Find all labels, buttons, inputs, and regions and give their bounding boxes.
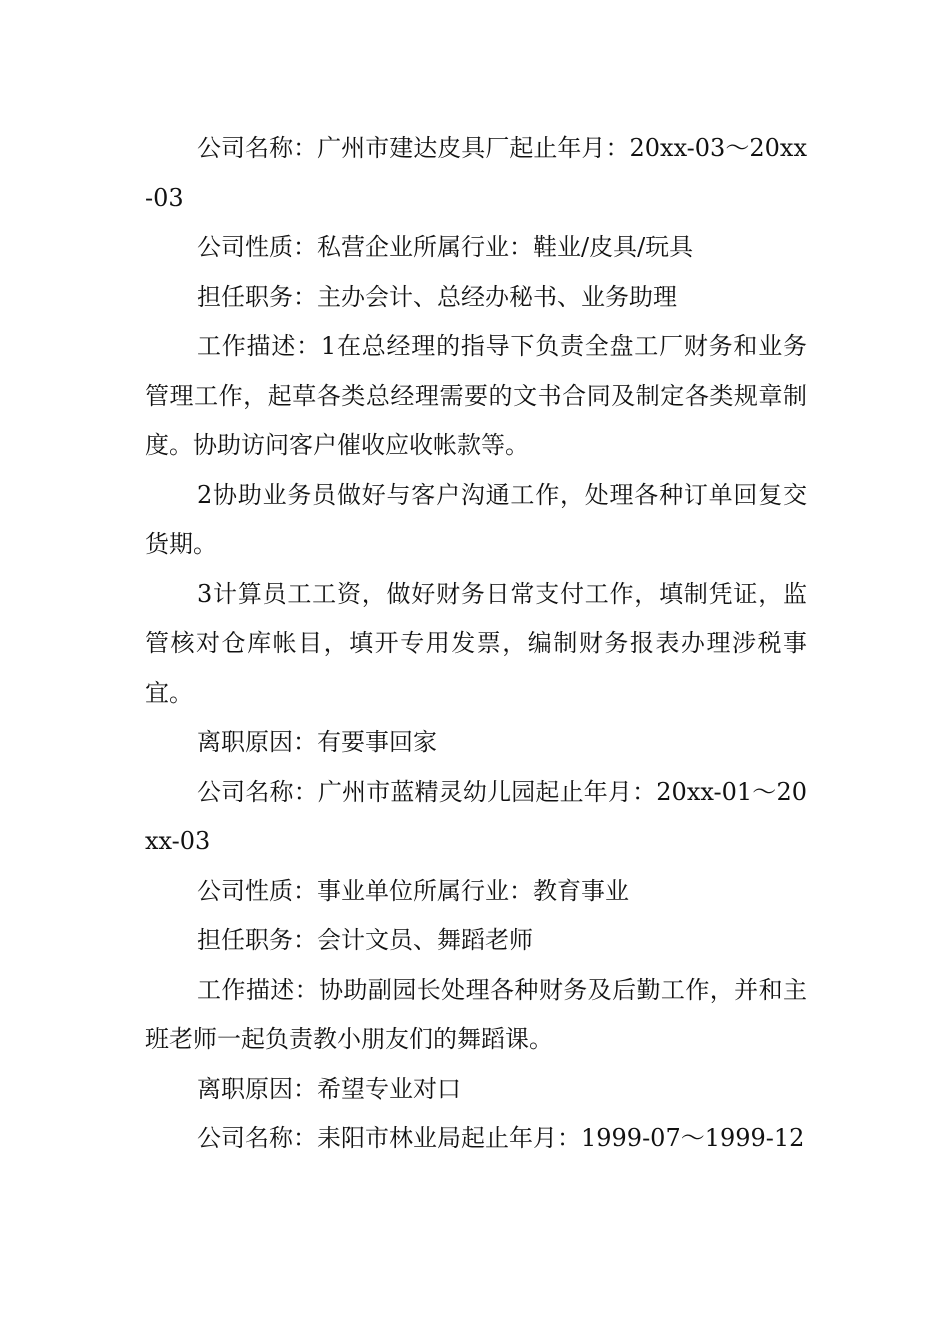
company-nature-1: 公司性质：私营企业所属行业：鞋业/皮具/玩具	[197, 233, 694, 261]
company-name-3: 公司名称：耒阳市林业局起止年月：1999-07～1999-12	[197, 1124, 805, 1152]
job-description-1-item-3: 3计算员工工资，做好财务日常支付工作，填制凭证，监管核对仓库帐目，填开专用发票，编制财务报表办理涉税事宜。	[145, 579, 807, 707]
company-name-2: 公司名称：广州市蓝精灵幼儿园起止年月：20xx-01～20xx-03	[145, 777, 807, 855]
leave-reason-1: 离职原因：有要事回家	[197, 728, 437, 756]
job-description-2: 工作描述：协助副园长处理各种财务及后勤工作，并和主班老师一起负责教小朋友们的舞蹈课。	[145, 975, 807, 1053]
leave-reason-2: 离职原因：希望专业对口	[197, 1074, 461, 1103]
position-2: 担任职务：会计文员、舞蹈老师	[197, 926, 533, 954]
document-body	[145, 124, 807, 1164]
job-description-1: 工作描述：1在总经理的指导下负责全盘工厂财务和业务管理工作，起草各类总经理需要的文书合同及制定各类规章制度。协助访问客户催收应收帐款等。	[145, 332, 807, 459]
company-name-1: 公司名称：广州市建达皮具厂起止年月：20xx-03～20xx-03	[145, 134, 807, 212]
position-1: 担任职务：主办会计、总经办秘书、业务助理	[197, 282, 677, 311]
company-nature-2: 公司性质：事业单位所属行业：教育事业	[197, 876, 629, 905]
job-description-1-item-2: 2协助业务员做好与客户沟通工作，处理各种订单回复交货期。	[145, 480, 807, 558]
